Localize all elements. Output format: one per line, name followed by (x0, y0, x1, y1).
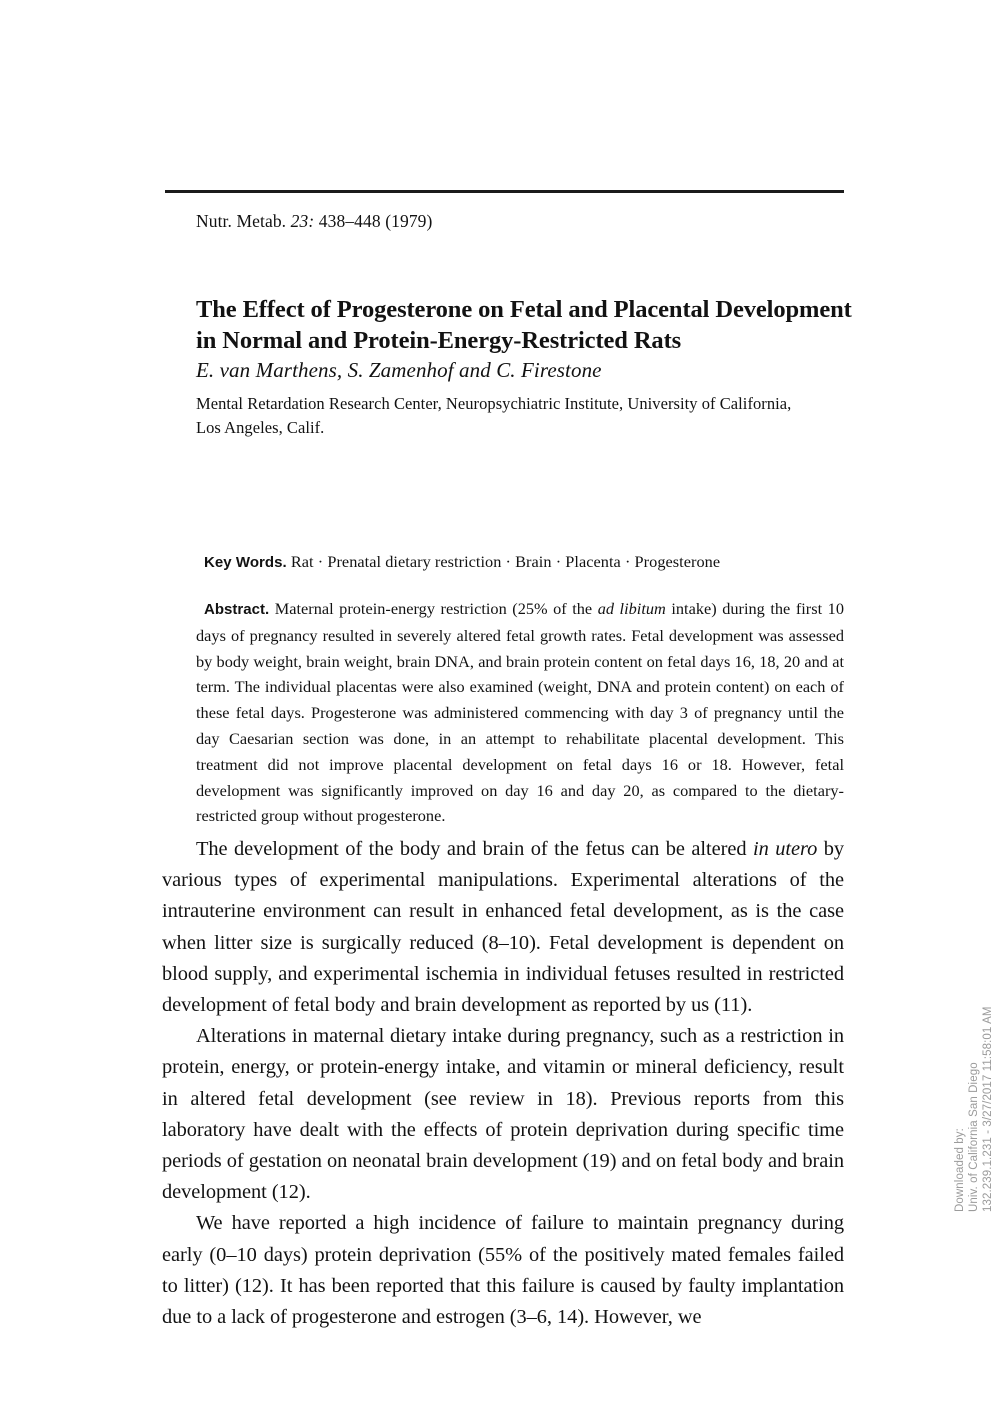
download-watermark (953, 1006, 995, 1212)
citation-pages: 438–448 (318, 211, 381, 231)
watermark-line-2: Univ. of California San Diego (968, 1062, 980, 1212)
affiliation: Mental Retardation Research Center, Neuropsychiatric Institute, University of California, Los Angeles, Calif. (196, 394, 792, 437)
page-title: The Effect of Progesterone on Fetal and Placental Development in Normal and Protein-Energy-Restricted Rats (196, 296, 852, 355)
citation-year: (1979) (385, 211, 433, 231)
keywords-line (204, 552, 854, 572)
abstract-part-1: Maternal protein-energy restriction (25% of the (269, 599, 598, 618)
paragraph-1-italic-in-utero: in utero (752, 838, 818, 860)
header-rule (165, 190, 844, 193)
body-paragraph-1 (162, 834, 844, 1021)
keywords-heading: Key Words. (204, 554, 287, 571)
paragraph-1-part-1: The development of the body and brain of the fetus can be altered (196, 838, 753, 860)
body-text (162, 834, 844, 1333)
abstract-heading: Abstract. (204, 601, 270, 618)
citation-volume: 23 (290, 211, 309, 231)
keywords-terms: Rat · Prenatal dietary restriction · Brain · Placenta · Progesterone (290, 552, 721, 571)
abstract-block (196, 596, 844, 829)
citation-journal: Nutr. Metab. (196, 211, 287, 231)
abstract-italic-ad-libitum: ad libitum (597, 599, 666, 618)
journal-citation (196, 211, 432, 232)
body-paragraph-3: We have reported a high incidence of failure to maintain pregnancy during early (0–10 days) protein deprivation (55% of the positively mated females failed to litter) (12). It has been reported that this failure is caused by faulty implantation due to a lack of progesterone and estrogen (3–6, 14). However, we (162, 1212, 844, 1329)
watermark-line-3: 132.239.1.231 - 3/27/2017 11:58:01 AM (982, 1006, 994, 1212)
body-paragraph-2: Alterations in maternal dietary intake during pregnancy, such as a restriction in protein, energy, or protein-energy intake, and vitamin or mineral deficiency, result in altered fetal development (see review in 18). Previous reports from this laboratory have dealt with the effects of protein deprivation during specific time periods of gestation on neonatal brain development (19) and on fetal body and brain development (12). (162, 1025, 844, 1204)
paragraph-1-part-2: by various types of experimental manipulations. Experimental alterations of the intrauterine environment can result in enhanced fetal development, as is the case when litter size is surgically reduced (8–10). Fetal development is dependent on blood supply, and experimental ischemia in individual fetuses resulted in restricted development of fetal body and brain development as reported by us (11). (162, 838, 845, 1017)
author-list: E. van Marthens, S. Zamenhof and C. Firestone (196, 358, 602, 382)
citation-separator: : (308, 211, 315, 231)
watermark-line-1: Downloaded by: (954, 1128, 966, 1212)
abstract-part-2: intake) during the first 10 days of pregnancy resulted in severely altered fetal growth rates. Fetal development was assessed by body weight, brain weight, brain DNA, and brain protein content on fetal days 16, 18, 20 and at term. The individual placentas were also examined (weight, DNA and protein content) on each of these fetal days. Progesterone was administered commencing with day 3 of pregnancy until the day Caesarian section was done, in an attempt to rehabilitate placental development. This treatment did not improve placental development on fetal days 16 or 18. However, fetal development was significantly improved on day 16 and day 20, as compared to the dietary-restricted group without progesterone. (196, 599, 844, 826)
